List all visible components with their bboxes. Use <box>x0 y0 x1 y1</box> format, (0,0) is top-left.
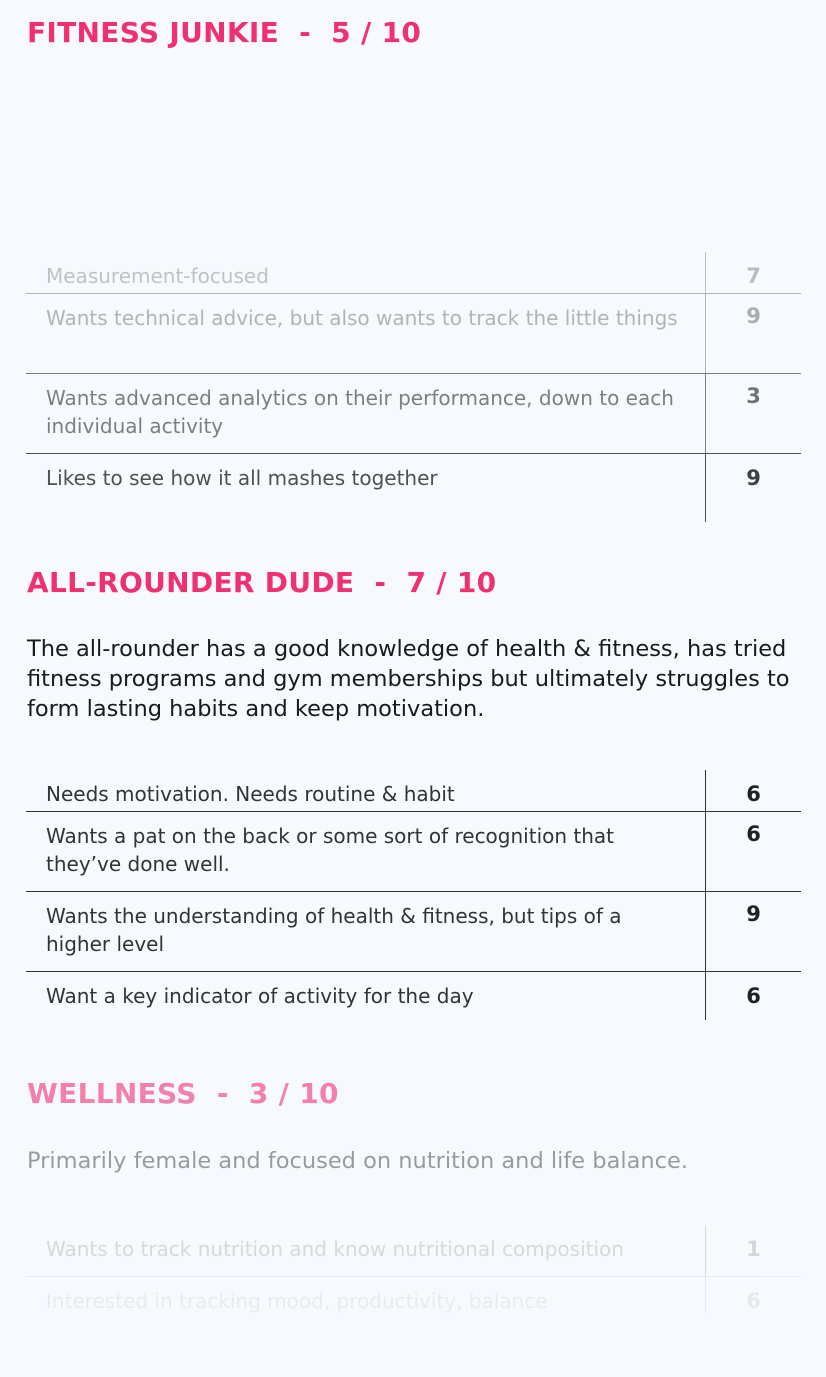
all-rounder-table <box>26 770 801 1020</box>
row-text: Measurement-focused <box>46 264 269 288</box>
row-score: 6 <box>705 812 801 891</box>
row-text: Want a key indicator of activity for the day <box>46 984 474 1008</box>
section-title-wellness: WELLNESS - 3 / 10 <box>27 1077 339 1110</box>
row-text: Wants a pat on the back or some sort of recognition that they’ve done well. <box>46 824 615 876</box>
row-score: 1 <box>705 1225 801 1276</box>
section-description-wellness: Primarily female and focused on nutrition and life balance. <box>27 1148 689 1174</box>
row-score: 3 <box>705 374 801 453</box>
table-row <box>26 811 801 891</box>
row-text: Likes to see how it all mashes together <box>46 466 438 490</box>
wellness-table <box>26 1225 801 1313</box>
table-row <box>26 971 801 1020</box>
row-score: 6 <box>705 972 801 1020</box>
section-title-fitness-junkie: FITNESS JUNKIE - 5 / 10 <box>27 16 422 49</box>
table-row <box>26 891 801 971</box>
row-text: Wants advanced analytics on their performance, down to each individual activity <box>46 386 674 438</box>
table-row <box>26 373 801 453</box>
table-row <box>26 252 801 293</box>
table-row <box>26 770 801 811</box>
row-text: Wants to track nutrition and know nutritional composition <box>46 1237 624 1261</box>
fitness-junkie-table <box>26 252 801 522</box>
row-score: 9 <box>705 892 801 971</box>
table-row <box>26 293 801 373</box>
table-row <box>26 453 801 522</box>
row-score: 9 <box>705 294 801 373</box>
section-title-all-rounder-dude: ALL-ROUNDER DUDE - 7 / 10 <box>27 566 497 599</box>
row-score: 6 <box>705 770 801 811</box>
row-text: Interested in tracking mood, productivity, balance <box>46 1289 548 1313</box>
row-score: 9 <box>705 454 801 522</box>
row-score: 7 <box>705 252 801 293</box>
row-text: Wants technical advice, but also wants to track the little things <box>46 306 678 330</box>
row-score: 6 <box>705 1277 801 1313</box>
table-row <box>26 1276 801 1313</box>
section-description-all-rounder: The all-rounder has a good knowledge of health & fitness, has tried fitness programs and gym memberships but ultimately struggles to form lasting habits and keep motivation. <box>27 636 790 722</box>
table-row <box>26 1225 801 1276</box>
row-text: Needs motivation. Needs routine & habit <box>46 782 455 806</box>
row-text: Wants the understanding of health & fitness, but tips of a higher level <box>46 904 622 956</box>
